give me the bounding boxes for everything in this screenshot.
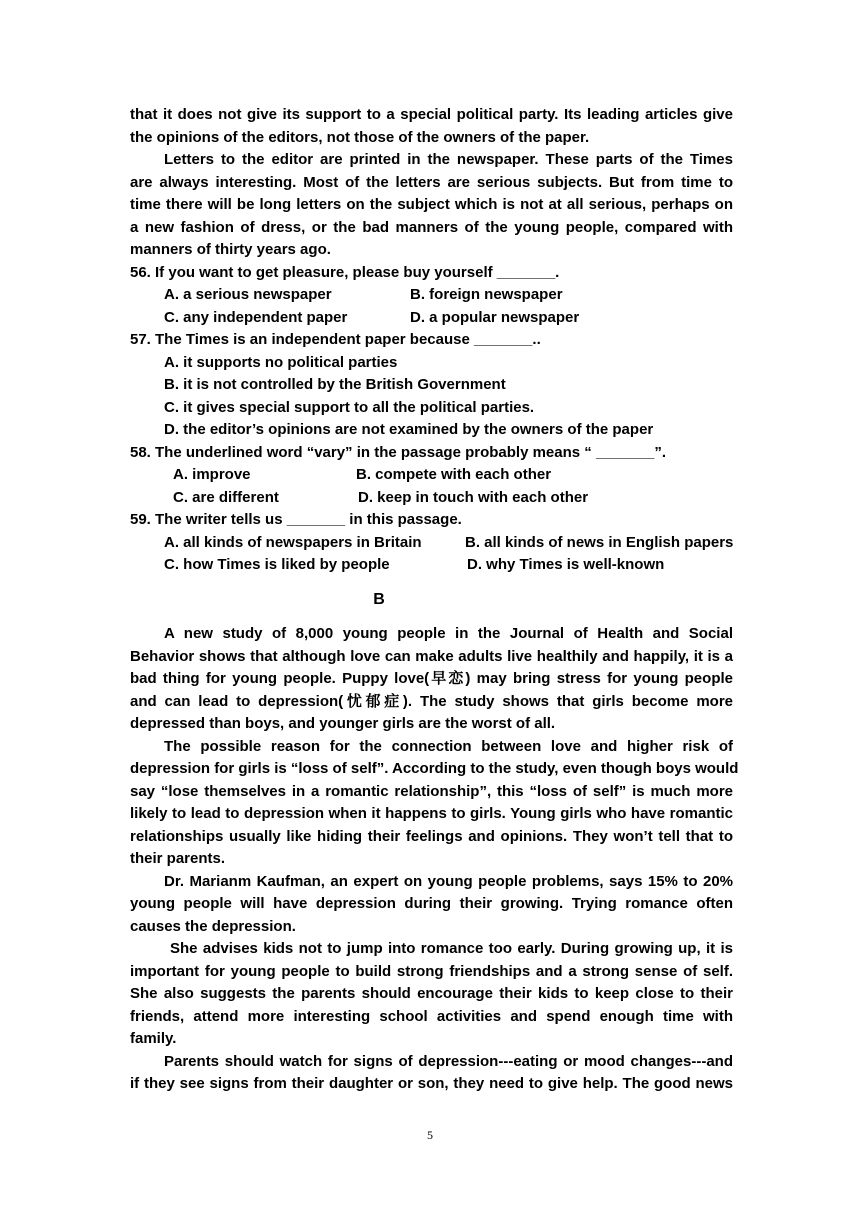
text-line: Dr. Marianm Kaufman, an expert on young people problems, says 15% to 20%	[164, 872, 733, 890]
option-a: A. improve	[173, 466, 251, 483]
text-line: A new study of 8,000 young people in the Journal of Health and Social	[164, 625, 733, 642]
option-d: D. why Times is well-known	[467, 556, 665, 573]
page-content	[130, 104, 739, 1096]
text-line: a new fashion of dress, or the bad manners of the young people, compared with	[130, 218, 733, 236]
text-line: that it does not give its support to a special political party. Its leading articles give	[130, 106, 733, 123]
text-line: are always interesting. Most of the letters are serious subjects. But from time to	[130, 173, 733, 191]
option-a: A. a serious newspaper	[164, 286, 332, 303]
passage-a	[130, 104, 733, 262]
text-line: manners of thirty years ago.	[130, 241, 331, 258]
text-line: Letters to the editor are printed in the newspaper. These parts of the Times	[164, 151, 733, 168]
question-stem: 56. If you want to get pleasure, please buy yourself _______.	[130, 263, 560, 281]
text-line: likely to lead to depression when it happens to girls. Young girls who have romantic	[130, 805, 733, 822]
option-row	[130, 532, 733, 555]
page-number: 5	[427, 1128, 433, 1142]
text-line: depression for girls is “loss of self”. According to the study, even though boys would	[130, 760, 739, 777]
question-stem: 58. The underlined word “vary” in the passage probably means “ _______”.	[130, 443, 667, 461]
option-d: D. a popular newspaper	[410, 308, 580, 326]
question-58	[130, 442, 733, 510]
option-b: B. foreign newspaper	[410, 286, 563, 303]
question-stem: 57. The Times is an independent paper because _______..	[130, 331, 541, 348]
option-a: A. it supports no political parties	[164, 353, 398, 371]
option-c: C. any independent paper	[164, 308, 348, 326]
option-c: C. it gives special support to all the political parties.	[164, 398, 535, 416]
text-line: relationships usually like hiding their feelings and opinions. They won’t tell that to	[130, 827, 733, 845]
text-line: She also suggests the parents should encourage their kids to keep close to their	[130, 985, 733, 1002]
text-line: their parents.	[130, 850, 226, 867]
section-heading: B	[373, 590, 385, 608]
option-row	[130, 487, 733, 510]
text-line: She advises kids not to jump into romance too early. During growing up, it is	[170, 940, 733, 957]
text-line: family.	[130, 1030, 177, 1047]
text-line: and can lead to depression(忧郁症). The study shows that girls become more	[130, 692, 733, 710]
option-row	[130, 464, 733, 487]
text-line: the opinions of the editors, not those of the owners of the paper.	[130, 128, 590, 146]
option-d: D. keep in touch with each other	[358, 488, 589, 506]
option-row	[130, 307, 733, 330]
text-line: young people will have depression during their growing. Trying romance often	[130, 895, 733, 912]
option-row	[130, 284, 733, 307]
option-c: C. are different	[173, 488, 279, 506]
text-line: Parents should watch for signs of depression---eating or mood changes---and	[164, 1052, 733, 1070]
question-stem: 59. The writer tells us _______ in this passage.	[130, 511, 462, 528]
text-line: bad thing for young people. Puppy love(早恋) may bring stress for young people	[130, 670, 733, 687]
option-b: B. all kinds of news in English papers	[465, 533, 734, 551]
text-line: The possible reason for the connection between love and higher risk of	[164, 737, 733, 755]
question-56	[130, 262, 733, 330]
text-line: if they see signs from their daughter or son, they need to give help. The good news	[130, 1075, 733, 1092]
text-line: causes the depression.	[130, 917, 296, 935]
option-b: B. it is not controlled by the British Government	[164, 376, 506, 393]
question-59	[130, 509, 733, 577]
option-row	[130, 554, 733, 577]
text-line: depressed than boys, and younger girls are the worst of all.	[130, 715, 556, 732]
text-line: important for young people to build strong friendships and a strong sense of self.	[130, 962, 733, 980]
text-line: time there will be long letters on the subject which is not at all serious, perhaps on	[130, 196, 733, 213]
option-b: B. compete with each other	[356, 466, 552, 483]
passage-b	[130, 623, 739, 1096]
text-line: say “lose themselves in a romantic relationship”, this “loss of self” is much more	[130, 782, 733, 800]
text-line: friends, attend more interesting school activities and spend enough time with	[130, 1007, 733, 1025]
text-line: Behavior shows that although love can make adults live healthily and happily, it is a	[130, 647, 733, 665]
question-57	[130, 329, 733, 442]
option-c: C. how Times is liked by people	[164, 556, 390, 573]
option-a: A. all kinds of newspapers in Britain	[164, 533, 422, 551]
option-d: D. the editor’s opinions are not examined by the owners of the paper	[164, 421, 654, 438]
